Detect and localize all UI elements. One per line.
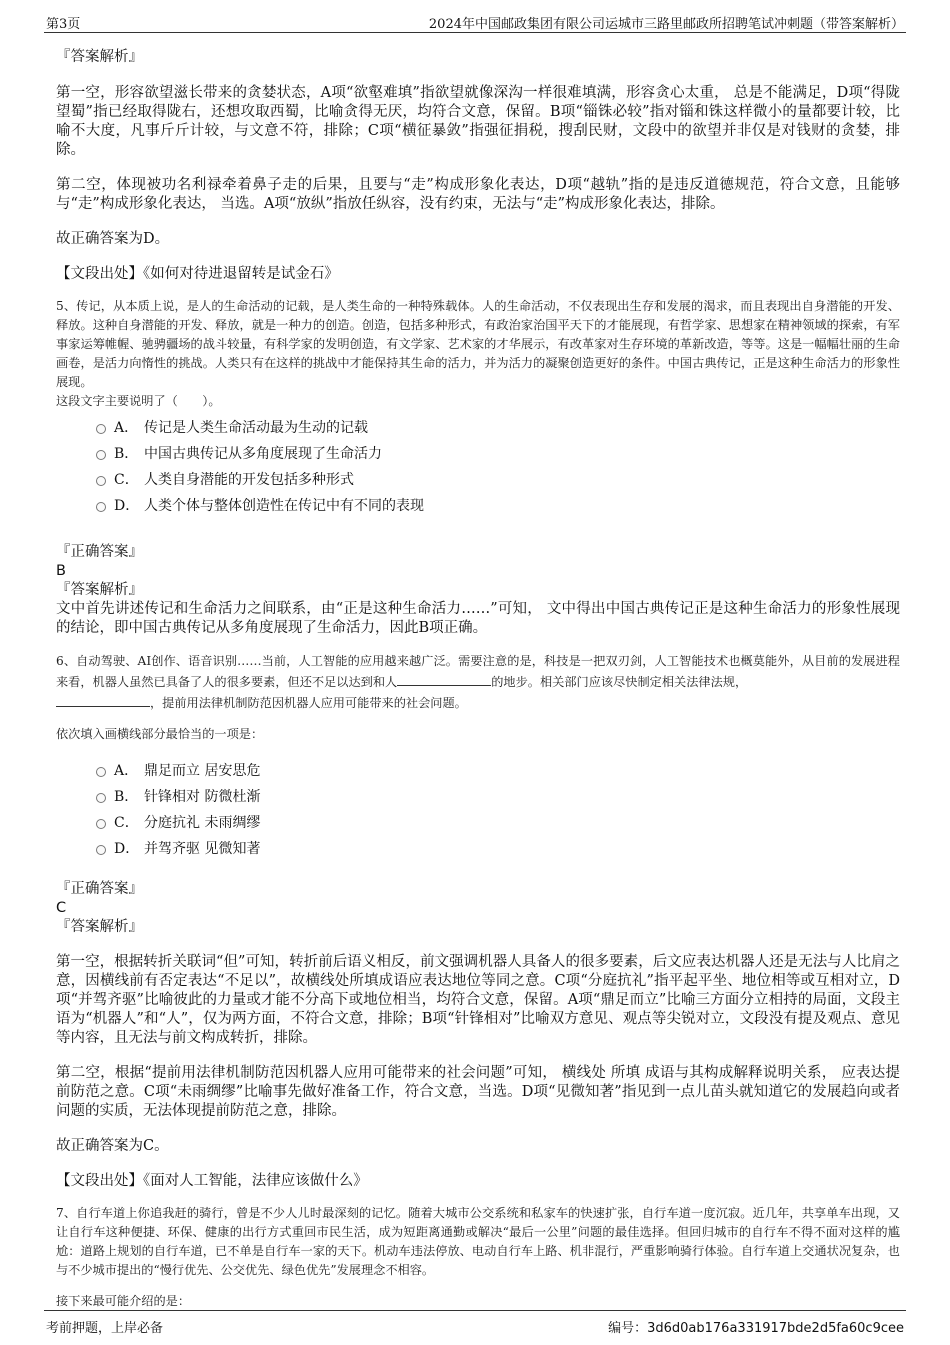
page-number: 第3页 [46,17,81,32]
q6-stem-part-2: 的地步。相关部门应该尽快制定相关法律法规， [491,675,748,689]
radio-icon[interactable] [96,819,106,829]
radio-icon[interactable] [96,793,106,803]
q6-explain-label: 『答案解析』 [56,919,143,935]
page-content [56,42,900,1311]
q5-answer: B [56,563,66,579]
q6-option-a[interactable] [56,758,900,784]
option-text: 鼎足而立 居安思危 [144,763,261,779]
option-letter: B． [114,446,139,462]
document-code: 编号：3d6d0ab176a331917bde2d5fa60c9cee [608,1321,904,1336]
q6-stem-part-3: ，提前用法律机制防范因机器人应用可能带来的社会问题。 [150,696,467,710]
q5-options [56,415,900,519]
option-letter: B． [114,789,139,805]
option-text: 中国古典传记从多角度展现了生命活力 [144,446,382,462]
q5-option-d[interactable] [56,493,900,519]
q6-answer-label: 『正确答案』 [56,881,143,897]
q5-option-c[interactable] [56,467,900,493]
q5-option-b[interactable] [56,441,900,467]
q5-question: 这段文字主要说明了（ ）。 [56,394,221,408]
q5-stem: 5、传记，从本质上说，是人的生命活动的记载，是人类生命的一种特殊载体。人的生命活动，不仅表现出生存和发展的渴求，而且表现出自身潜能的开发、释放。这种自身潜能的开发、释放，就是一种力的创造。创造，包括多种形式，有政治家治国平天下的才能展现，有哲学家、思想家在精神领域的探索，有军事家运筹帷幄、驰骋疆场的战斗较量，有科学家的发明创造，有文学家、艺术家的才华展示，有改革家对生存环境的革新改造，等等。这是一幅幅壮丽的生命画卷，是活力向惰性的挑战。人类只有在这样的挑战中才能保持其生命的活力，并为活力的凝聚创造更好的条件。中国古典传记，正是这种生命活力的形象性展现。 [56,299,900,389]
fill-blank-1 [397,671,491,686]
q6-stem [56,652,900,713]
radio-icon[interactable] [96,476,106,486]
option-text: 人类个体与整体创造性在传记中有不同的表现 [144,498,424,514]
q5-option-a[interactable] [56,415,900,441]
option-letter: A． [114,763,139,779]
q6-explain-p1: 第一空，根据转折关联词“但”可知，转折前后语义相反，前文强调机器人具备人的很多要素，后文应表达机器人还是无法与人比肩之意，因横线前有否定表达“不足以”，故横线处所填成语应表达地位等同之意。C项“分庭抗礼”指平起平坐、地位相等或互相对立，D项“并驾齐驱”比喻彼此的力量或才能不分高下或地位相当，均符合文意，保留。A项“鼎足而立”比喻三方面分立相持的局面，文段主语为“机器人”和“人”，仅为两方面，不符合文意，排除；B项“针锋相对”比喻双方意见、观点等尖锐对立，文段没有提及观点、意见等内容，且无法与前文构成转折，排除。 [56,954,900,1046]
q5-explain: 文中首先讲述传记和生命活力之间联系，由“正是这种生命活力……”可知， 文中得出中国古典传记正是这种生命活力的形象性展现的结论，即中国古典传记从多角度展现了生命活力，因此B项正确。 [56,601,900,636]
option-text: 并驾齐驱 见微知著 [144,841,261,857]
option-text: 针锋相对 防微杜渐 [144,789,261,805]
q5-explain-label: 『答案解析』 [56,582,143,598]
q4-explain-p2: 第二空，体现被功名利禄牵着鼻子走的后果，且要与“走”构成形象化表达，D项“越轨”指的是违反道德规范，符合文意，且能够与“走”构成形象化表达， 当选。A项“放纵”指放任纵容，没有约束，无法与“走”构成形象化表达，排除。 [56,177,900,212]
q6-options [56,758,900,862]
option-text: 分庭抗礼 未雨绸缪 [144,815,261,831]
radio-icon[interactable] [96,450,106,460]
q7-stem: 7、自行车道上你追我赶的骑行，曾是不少人儿时最深刻的记忆。随着大城市公交系统和私家车的快速扩张，自行车道一度沉寂。近几年，共享单车出现，又让自行车这种便捷、环保、健康的出行方式重回市民生活，成为短距离通勤或解决“最后一公里”问题的最佳选择。但回归城市的自行车不得不面对这样的尴尬：道路上规划的自行车道，已不单是自行车一家的天下。机动车违法停放、电动自行车上路、机非混行，严重影响骑行体验。自行车道上交通状况复杂，也与不少城市提出的“慢行优先、公交优先、绿色优先”发展理念不相容。 [56,1206,900,1277]
q6-question: 依次填入画横线部分最恰当的一项是： [56,727,264,741]
radio-icon[interactable] [96,767,106,777]
option-text: 传记是人类生命活动最为生动的记载 [144,420,368,436]
radio-icon[interactable] [96,845,106,855]
q6-option-b[interactable] [56,784,900,810]
q6-source: 【文段出处】《面对人工智能，法律应该做什么》 [56,1173,368,1189]
q4-source: 【文段出处】《如何对待进退留转是试金石》 [56,266,339,282]
page-header [44,10,906,33]
page-footer [44,1310,906,1337]
document-title: 2024年中国邮政集团有限公司运城市三路里邮政所招聘笔试冲刺题（带答案解析） [428,17,904,32]
option-letter: C． [114,815,139,831]
radio-icon[interactable] [96,502,106,512]
q6-conclusion: 故正确答案为C。 [56,1138,169,1154]
q5-answer-label: 『正确答案』 [56,544,143,560]
radio-icon[interactable] [96,424,106,434]
q7-question: 接下来最可能介绍的是： [56,1294,191,1308]
option-letter: C． [114,472,139,488]
q4-conclusion: 故正确答案为D。 [56,231,170,247]
fill-blank-2 [56,692,150,707]
q6-option-d[interactable] [56,836,900,862]
option-letter: D． [114,841,140,857]
q4-explain-label: 『答案解析』 [56,49,143,65]
q6-answer: C [56,900,67,916]
option-letter: D． [114,498,140,514]
q4-explain-p1: 第一空，形容欲望滋长带来的贪婪状态，A项“欲壑难填”指欲望就像深沟一样很难填满，形容贪心太重， 总是不能满足，D项“得陇望蜀”指已经取得陇右，还想攻取西蜀，比喻贪得无厌，均符合文意，保留。B项“锱铢必较”指对锱和铢这样微小的量都要计较，比喻不大度，凡事斤斤计较，与文意不符，排除；C项“横征暴敛”指强征捐税，搜刮民财，文段中的欲望并非仅是对钱财的贪婪，排除。 [56,85,900,158]
option-letter: A． [114,420,139,436]
q6-explain-p2: 第二空，根据“提前用法律机制防范因机器人应用可能带来的社会问题”可知， 横线处 所填 成语与其构成解释说明关系， 应表达提前防范之意。C项“未雨绸缪”比喻事先做好准备工作，符合文意，当选。D项“见微知著”指见到一点儿苗头就知道它的发展趋向或者问题的实质，无法体现提前防范之意，排除。 [56,1065,900,1119]
option-text: 人类自身潜能的开发包括多种形式 [144,472,354,488]
q6-stem-part-1: 6、自动驾驶、AI创作、语音识别……当前，人工智能的应用越来越广泛。需要注意的是，科技是一把双刃剑，人工智能技术也概莫能外，从目前的发展进程来看，机器人虽然已具备了人的很多要素，但还不足以达到和人 [56,654,900,689]
q6-option-c[interactable] [56,810,900,836]
footer-slogan: 考前押题，上岸必备 [46,1321,164,1336]
